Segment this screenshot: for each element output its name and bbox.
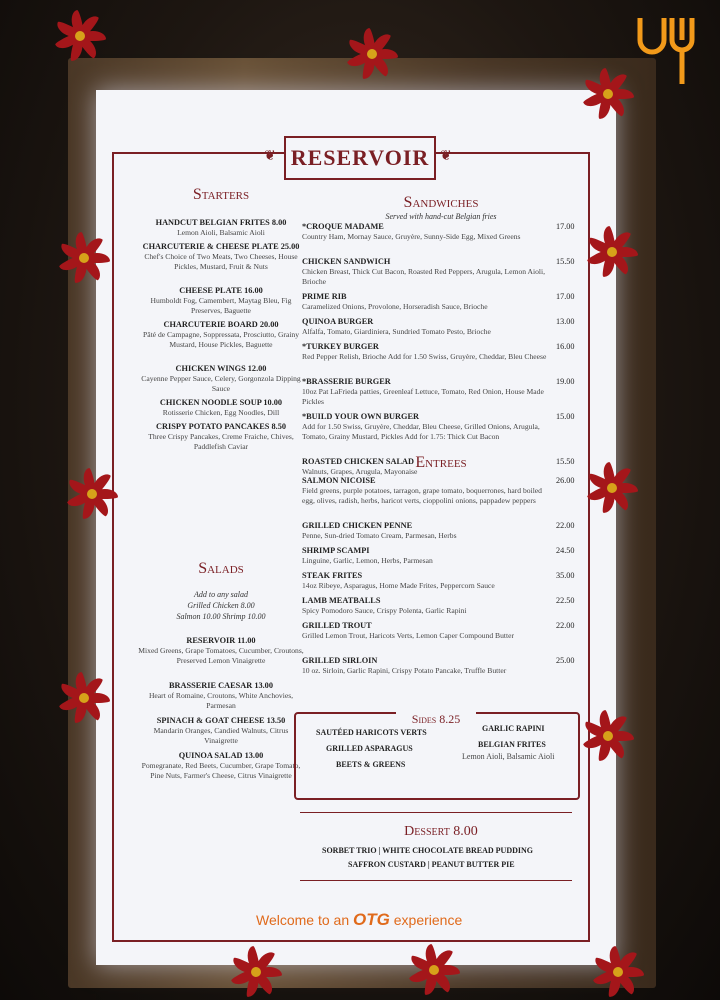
sandwiches-heading: Sandwiches: [403, 194, 479, 211]
sandwich-item-desc: Chicken Breast, Thick Cut Bacon, Roasted Red Peppers, Arugula, Lemon Aioli, Brioche: [302, 267, 546, 286]
dessert-line-2: SAFFRON CUSTARD | PEANUT BUTTER PIE: [348, 860, 515, 869]
sandwich-item-name: *TURKEY BURGER: [302, 342, 379, 351]
poinsettia-icon: [580, 66, 636, 122]
entree-item-name: GRILLED CHICKEN PENNE: [302, 521, 413, 530]
entree-item-name: SHRIMP SCAMPI: [302, 546, 370, 555]
sandwich-item-name: *CROQUE MADAME: [302, 222, 384, 231]
dessert-line-1: SORBET TRIO | WHITE CHOCOLATE BREAD PUDDING: [322, 846, 533, 855]
sandwich-item-name: *BRASSERIE BURGER: [302, 377, 391, 386]
starter-item-name: CRISPY POTATO PANCAKES 8.50: [156, 422, 286, 431]
poinsettia-icon: [590, 944, 646, 1000]
salad-item-name: BRASSERIE CAESAR 13.00: [169, 681, 273, 690]
sides-heading: Sides 8.25: [396, 712, 476, 727]
sandwich-item-name: ROASTED CHICKEN SALAD: [302, 457, 415, 466]
entree-item-price: 22.00: [556, 621, 575, 630]
starter-item-desc: Cayenne Pepper Sauce, Celery, Gorgonzola Dipping Sauce: [141, 374, 301, 393]
entree-item-name: LAMB MEATBALLS: [302, 596, 381, 605]
sandwich-item-price: 15.00: [556, 412, 575, 421]
entrees-heading: Entrees: [415, 454, 467, 471]
sides-box: [294, 712, 580, 800]
salads-heading: Salads: [198, 560, 244, 577]
salad-item: [136, 681, 306, 711]
sandwich-item-desc: 10oz Pat LaFrieda patties, Greenleaf Lettuce, Tomato, Red Onion, House Made Pickles: [302, 387, 544, 406]
entree-item-desc: Linguine, Garlic, Lemon, Herbs, Parmesan: [302, 556, 433, 565]
sandwich-item: [302, 342, 550, 362]
poinsettia-icon: [580, 708, 636, 764]
sandwich-item-name: QUINOA BURGER: [302, 317, 374, 326]
starter-item-desc: Humboldt Fog, Camembert, Maytag Bleu, Fig Preserves, Baguette: [150, 296, 292, 315]
entree-item-price: 22.00: [556, 521, 575, 530]
poinsettia-icon: [228, 944, 284, 1000]
entree-item-name: SALMON NICOISE: [302, 476, 376, 485]
starter-item-desc: Lemon Aioli, Balsamic Aioli: [177, 228, 265, 237]
sandwich-item: [302, 377, 550, 407]
menu-title-box: [284, 136, 436, 180]
footer-pre: Welcome to an: [256, 912, 350, 928]
dessert-divider-bottom: [300, 880, 572, 881]
poinsettia-icon: [52, 8, 108, 64]
entree-item-desc: Spicy Pomodoro Sauce, Crispy Polenta, Garlic Rapini: [302, 606, 467, 615]
side-item: BELGIAN FRITES: [478, 740, 546, 749]
poinsettia-icon: [344, 26, 400, 82]
sandwich-item-price: 17.00: [556, 222, 575, 231]
entree-item-desc: Grilled Lemon Trout, Haricots Verts, Lemon Caper Compound Butter: [302, 631, 515, 640]
salads-addon-2: Grilled Chicken 8.00: [187, 601, 255, 610]
sandwich-item-price: 17.00: [556, 292, 575, 301]
footer-post: experience: [393, 912, 463, 928]
salad-item: [136, 716, 306, 746]
starter-item-name: CHICKEN WINGS 12.00: [175, 364, 267, 373]
salad-item-name: QUINOA SALAD 13.00: [178, 751, 264, 760]
entree-item: [302, 621, 550, 641]
starter-item: [136, 364, 306, 394]
side-item: SAUTÉED HARICOTS VERTS: [316, 728, 427, 737]
sandwich-item-desc: Alfalfa, Tomato, Giardiniera, Sundried Tomato Pesto, Brioche: [302, 327, 491, 336]
sandwich-item-desc: Walnuts, Grapes, Arugula, Mayonaise: [302, 467, 418, 476]
entree-item-desc: Field greens, purple potatoes, tarragon, grape tomato, boquerrones, hard boiled egg, olives, radish, herbs, haricot verts, cioppolini onions, pappadew peppers: [302, 486, 542, 505]
starter-item: [136, 398, 306, 418]
starter-item-name: CHEESE PLATE 16.00: [179, 286, 263, 295]
sandwich-item-price: 13.00: [556, 317, 575, 326]
sandwich-item-price: 16.00: [556, 342, 575, 351]
entree-item-price: 26.00: [556, 476, 575, 485]
entree-item: [302, 571, 550, 591]
salads-addon-3: Salmon 10.00 Shrimp 10.00: [176, 612, 266, 621]
starter-item-desc: Chef's Choice of Two Meats, Two Cheeses, House Pickles, Mustard, Fruit & Nuts: [144, 252, 298, 271]
starter-item-name: CHARCUTERIE & CHEESE PLATE 25.00: [142, 242, 300, 251]
side-item: GARLIC RAPINI: [482, 724, 545, 733]
salad-item: [136, 751, 306, 781]
poinsettia-icon: [584, 460, 640, 516]
flourish-left-icon: ❦: [264, 149, 276, 164]
sandwich-item: [302, 257, 550, 287]
salad-item-desc: Heart of Romaine, Croutons, White Anchovies, Parmesan: [148, 691, 294, 710]
starter-item: [136, 286, 306, 316]
entree-item-name: GRILLED TROUT: [302, 621, 372, 630]
starter-item: [136, 242, 306, 272]
starter-item-name: CHARCUTERIE BOARD 20.00: [163, 320, 279, 329]
entree-item-price: 24.50: [556, 546, 575, 555]
footer-brand: OTG: [353, 910, 390, 929]
salad-item-desc: Mixed Greens, Grape Tomatoes, Cucumber, Croutons, Preserved Lemon Vinaigrette: [138, 646, 304, 665]
sandwich-item: [302, 412, 550, 442]
sandwich-item-name: *BUILD YOUR OWN BURGER: [302, 412, 420, 421]
sandwich-item: [302, 222, 550, 242]
side-item-desc: Lemon Aioli, Balsamic Aioli: [462, 752, 555, 761]
sandwich-item-name: CHICKEN SANDWICH: [302, 257, 391, 266]
salad-item-name: RESERVOIR 11.00: [186, 636, 256, 645]
salads-addon-1: Add to any salad: [194, 590, 248, 599]
starter-item-name: CHICKEN NOODLE SOUP 10.00: [159, 398, 283, 407]
entree-item: [302, 656, 550, 676]
fork-logo-icon: [632, 12, 704, 90]
sandwich-item: [302, 317, 550, 337]
side-item: BEETS & GREENS: [336, 760, 406, 769]
dessert-divider-top: [300, 812, 572, 813]
starter-item-desc: Three Crispy Pancakes, Creme Fraiche, Chives, Paddlefish Caviar: [148, 432, 294, 451]
sandwich-item-desc: Red Pepper Relish, Brioche Add for 1.50 Swiss, Gruyère, Cheddar, Bleu Cheese: [302, 352, 547, 361]
sandwich-item-price: 15.50: [556, 257, 575, 266]
entree-item: [302, 521, 550, 541]
sandwich-item: [302, 292, 550, 312]
starter-item: [136, 218, 306, 238]
starter-item: [136, 422, 306, 452]
salad-item: [136, 636, 306, 666]
entree-item-desc: Penne, Sun-dried Tomato Cream, Parmesan, Herbs: [302, 531, 457, 540]
starter-item-name: HANDCUT BELGIAN FRITES 8.00: [155, 218, 287, 227]
salad-item-desc: Mandarin Oranges, Candied Walnuts, Citrus Vinaigrette: [153, 726, 289, 745]
entree-item: [302, 546, 550, 566]
logo: [632, 12, 704, 90]
entree-item-desc: 14oz Ribeye, Asparagus, Home Made Frites, Peppercorn Sauce: [302, 581, 495, 590]
salad-item-name: SPINACH & GOAT CHEESE 13.50: [156, 716, 286, 725]
sandwiches-subtitle: Served with hand-cut Belgian fries: [385, 212, 497, 221]
entree-item-desc: 10 oz. Sirloin, Garlic Rapini, Crispy Potato Pancake, Truffle Butter: [302, 666, 507, 675]
sandwich-item-name: PRIME RIB: [302, 292, 347, 301]
starter-item-desc: Rotisserie Chicken, Egg Noodles, Dill: [162, 408, 280, 417]
sandwich-item-price: 15.50: [556, 457, 575, 466]
poinsettia-icon: [64, 466, 120, 522]
sandwich-item-desc: Caramelized Onions, Provolone, Horseradish Sauce, Brioche: [302, 302, 488, 311]
sandwich-item-desc: Country Ham, Mornay Sauce, Gruyère, Sunny-Side Egg, Mixed Greens: [302, 232, 521, 241]
flourish-right-icon: ❦: [440, 149, 452, 164]
entree-item-name: GRILLED SIRLOIN: [302, 656, 378, 665]
footer-welcome: [256, 910, 462, 930]
dessert-heading: Dessert 8.00: [404, 824, 478, 839]
entree-item-price: 35.00: [556, 571, 575, 580]
poinsettia-icon: [56, 230, 112, 286]
poinsettia-icon: [584, 224, 640, 280]
entree-item-price: 22.50: [556, 596, 575, 605]
menu-board: [96, 90, 616, 965]
side-item: GRILLED ASPARAGUS: [326, 744, 413, 753]
entree-item: [302, 596, 550, 616]
entree-item-name: STEAK FRITES: [302, 571, 363, 580]
poinsettia-icon: [406, 942, 462, 998]
sandwich-item-price: 19.00: [556, 377, 575, 386]
sandwich-item-desc: Add for 1.50 Swiss, Gruyère, Cheddar, Bleu Cheese, Grilled Onions, Arugula, Tomato, Grainy Mustard, Pickles Add for 1.75: Thick Cut Bacon: [302, 422, 540, 441]
starter-item: [136, 320, 306, 350]
entree-item: [302, 476, 550, 506]
salad-item-desc: Pomegranate, Red Beets, Cucumber, Grape Tomato, Pine Nuts, Farmer's Cheese, Citrus Vinaigrette: [141, 761, 301, 780]
starters-heading: Starters: [192, 186, 250, 203]
starter-item-desc: Pâté de Campagne, Soppressata, Prosciutto, Grainy Mustard, House Pickles, Baguette: [142, 330, 300, 349]
entree-item-price: 25.00: [556, 656, 575, 665]
poinsettia-icon: [56, 670, 112, 726]
menu-title: RESERVOIR: [290, 145, 430, 170]
